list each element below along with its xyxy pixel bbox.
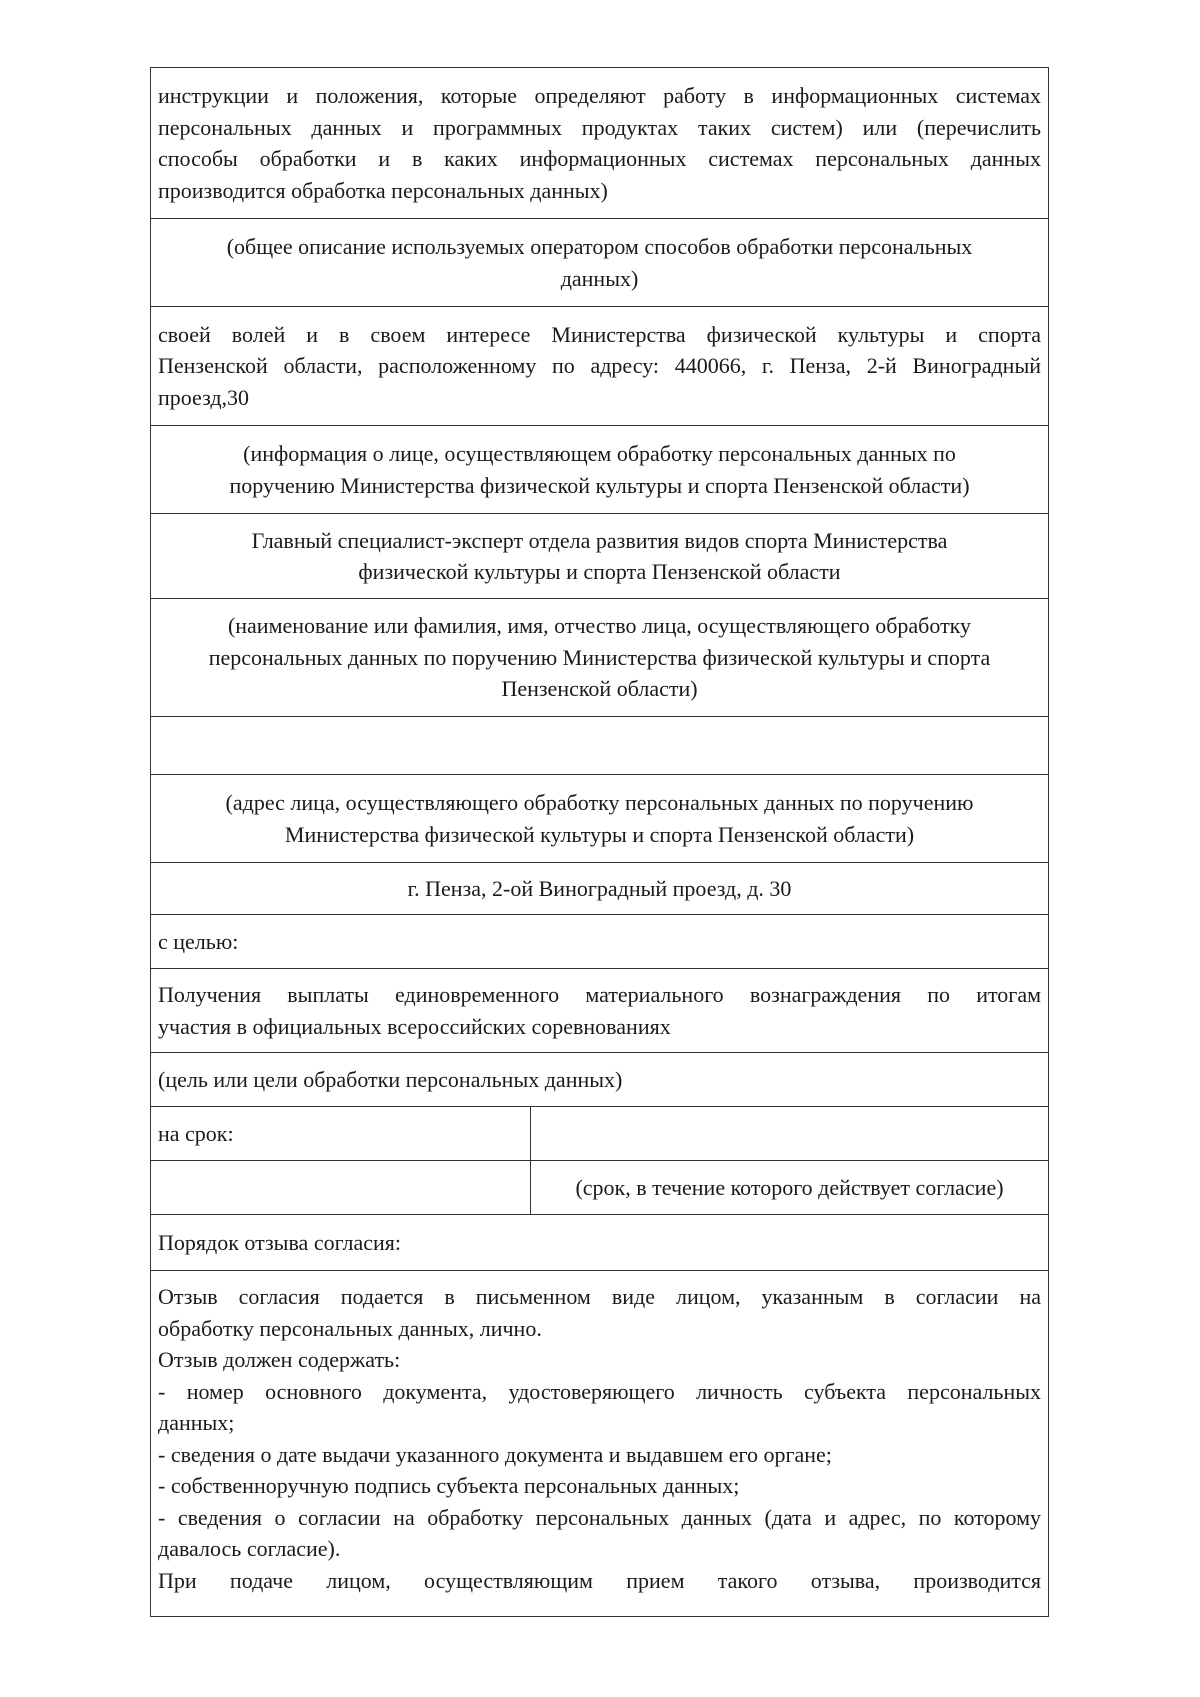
caption-line: Пензенской области) <box>501 676 698 702</box>
text-line: давалось согласие). <box>158 1536 341 1561</box>
term-label: на срок: <box>151 1107 531 1161</box>
processor-position-text <box>151 514 1049 599</box>
processor-address-caption <box>151 775 1049 863</box>
table-row <box>151 717 1049 775</box>
text-line: При подаче лицом, осуществляющим прием такого отзыва, производится <box>158 1567 1042 1593</box>
caption-line: (информация о лице, осуществляющем обработку персональных данных по <box>243 441 956 466</box>
caption-line: (общее описание используемых оператором способов обработки персональных <box>226 234 973 259</box>
table-row <box>151 1107 1049 1161</box>
text-line: участия в официальных всероссийских соревнованиях <box>158 1013 671 1039</box>
table-row <box>151 219 1049 307</box>
text-line: - номер основного документа, удостоверяющего личность субъекта персональных <box>158 1378 1042 1404</box>
table-row <box>151 599 1049 717</box>
table-row <box>151 915 1049 969</box>
text-line: - собственноручную подпись субъекта персональных данных; <box>158 1473 740 1498</box>
table-row <box>151 1161 1049 1215</box>
caption-line: Министерства физической культуры и спорта Пензенской области) <box>284 821 915 847</box>
text-line: способы обработки и в каких информационных системах персональных данных <box>158 146 1042 171</box>
text-line: физической культуры и спорта Пензенской области <box>358 559 841 584</box>
table-row <box>151 1271 1049 1617</box>
text-line: Отзыв должен содержать: <box>158 1347 401 1372</box>
text-line: производится обработка персональных данных) <box>158 177 608 203</box>
text-line: персональных данных и программных продуктах таких систем) или (перечислить <box>158 114 1042 140</box>
text-line: Пензенской области, расположенному по адресу: 440066, г. Пенза, 2-й Виноградный <box>158 353 1042 379</box>
text-line: Получения выплаты единовременного материального вознаграждения по итогам <box>158 982 1042 1007</box>
processing-methods-caption <box>151 219 1049 307</box>
text-line: своей волей и в своем интересе Министерства физической культуры и спорта <box>158 321 1042 347</box>
caption-line: (наименование или фамилия, имя, отчество лица, осуществляющего обработку <box>227 613 972 639</box>
processor-address-text: г. Пенза, 2-ой Виноградный проезд, д. 30 <box>151 863 1049 915</box>
text-line: - сведения о дате выдачи указанного документа и выдавшем его органе; <box>158 1441 832 1467</box>
caption-line: поручению Министерства физической культуры и спорта Пензенской области) <box>229 472 970 498</box>
caption-line: персональных данных по поручению Министерства физической культуры и спорта <box>208 644 991 670</box>
operator-address-text <box>151 307 1049 426</box>
text-line: данных; <box>158 1410 235 1435</box>
table-row <box>151 775 1049 863</box>
caption-line: данных) <box>560 265 639 291</box>
purpose-label: с целью: <box>151 915 1049 969</box>
text-line: обработку персональных данных, лично. <box>158 1315 542 1341</box>
purpose-caption: (цель или цели обработки персональных данных) <box>151 1053 1049 1107</box>
table-row <box>151 969 1049 1053</box>
text-line: Главный специалист-эксперт отдела развития видов спорта Министерства <box>251 527 948 553</box>
term-value-blank <box>531 1107 1049 1161</box>
caption-line: (адрес лица, осуществляющего обработку персональных данных по поручению <box>225 790 974 815</box>
withdrawal-order-label: Порядок отзыва согласия: <box>151 1215 1049 1271</box>
term-left-blank <box>151 1161 531 1215</box>
processor-info-caption <box>151 426 1049 514</box>
withdrawal-order-text <box>151 1271 1049 1617</box>
processor-address-blank <box>151 717 1049 775</box>
text-line: Отзыв согласия подается в письменном виде лицом, указанным в согласии на <box>158 1284 1042 1309</box>
table-row <box>151 1215 1049 1271</box>
text-line: инструкции и положения, которые определяют работу в информационных системах <box>158 83 1042 108</box>
purpose-text <box>151 969 1049 1053</box>
text-line: проезд,30 <box>158 384 250 410</box>
table-row <box>151 863 1049 915</box>
table-row <box>151 68 1049 219</box>
table-row <box>151 426 1049 514</box>
table-row <box>151 1053 1049 1107</box>
term-caption: (срок, в течение которого действует согласие) <box>531 1161 1049 1215</box>
table-row <box>151 307 1049 426</box>
table-row <box>151 514 1049 599</box>
consent-form-table <box>150 67 1049 1617</box>
processor-name-caption <box>151 599 1049 717</box>
text-line: - сведения о согласии на обработку персональных данных (дата и адрес, по которому <box>158 1504 1042 1530</box>
processing-methods-text <box>151 68 1049 219</box>
